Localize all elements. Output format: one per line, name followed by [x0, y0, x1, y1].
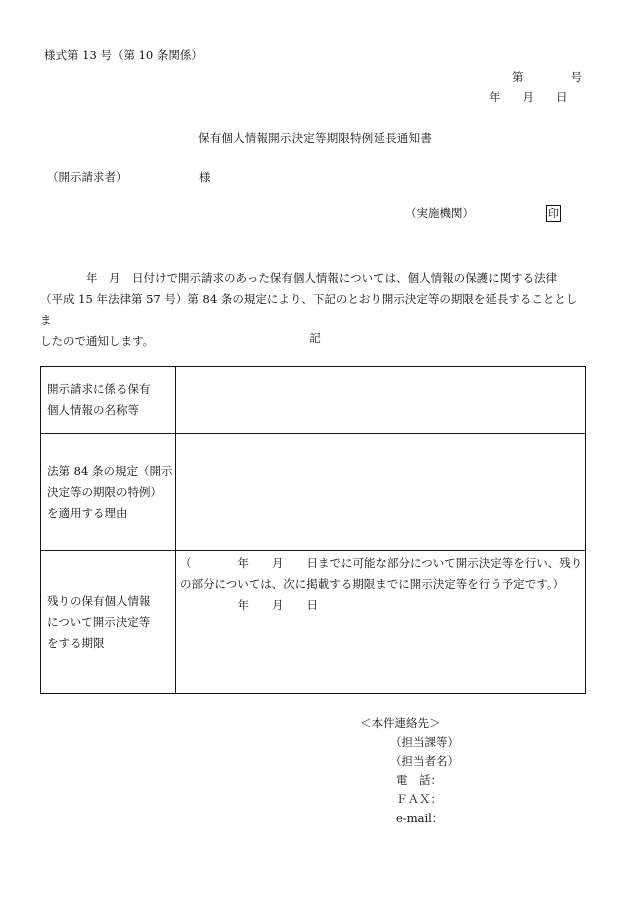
date-year: 年	[489, 90, 501, 104]
seal-icon: 印	[548, 207, 559, 220]
deadline-text-line: （ 年 月 日までに可能な部分について開示決定等を行い、残り	[180, 556, 583, 570]
date-day: 日	[556, 90, 568, 104]
table-row	[41, 434, 586, 551]
row-header-reason: 法第 84 条の規定（開示 決定等の期限の特例） を適用する理由	[41, 434, 176, 551]
table-row	[41, 551, 586, 694]
contact-section: （担当課等）	[390, 735, 459, 749]
ki-label: 記	[309, 331, 321, 345]
notice-body-line: したので通知します。	[40, 334, 155, 348]
date-line	[489, 92, 568, 104]
contact-heading: ＜本件連絡先＞	[360, 716, 441, 730]
deadline-text-line: の部分については、次に掲載する期限までに開示決定等を行う予定です。）	[180, 577, 565, 591]
document-number-dai: 第	[512, 70, 524, 84]
notice-body-line: 年 月 日付けで開示請求のあった保有個人情報については、個人情報の保護に関する法律	[40, 271, 558, 285]
date-month: 月	[522, 90, 534, 104]
contact-phone: 電 話：	[396, 773, 442, 787]
table-row	[41, 367, 586, 434]
document-title: 保有個人情報開示決定等期限特例延長通知書	[198, 131, 432, 145]
form-number: 様式第 13 号（第 10 条関係）	[44, 48, 203, 62]
deadline-date-line: 年 月 日	[180, 598, 318, 612]
contact-email: e-mail：	[396, 811, 444, 825]
contact-block	[360, 714, 459, 828]
row-header-document-name: 開示請求に係る保有 個人情報の名称等	[41, 367, 176, 434]
row-value-reason[interactable]	[176, 434, 586, 551]
requester-label: （開示請求者）	[47, 170, 128, 184]
contact-fax: ＦＡＸ：	[396, 792, 442, 806]
document-number-line	[512, 72, 582, 84]
notice-body-line: （平成 15 年法律第 57 号）第 84 条の規定により、下記のとおり開示決定等の期限を延長することとしま	[40, 292, 578, 327]
document-number-go: 号	[570, 70, 582, 84]
row-value-deadline[interactable]	[176, 551, 586, 694]
info-table	[40, 366, 586, 694]
row-header-deadline: 残りの保有個人情報 について開示決定等 をする期限	[41, 551, 176, 694]
requester-honorific: 様	[199, 170, 211, 184]
contact-person: （担当者名）	[390, 754, 459, 768]
agency-label: （実施機関）	[405, 206, 474, 220]
row-value-document-name[interactable]	[176, 367, 586, 434]
